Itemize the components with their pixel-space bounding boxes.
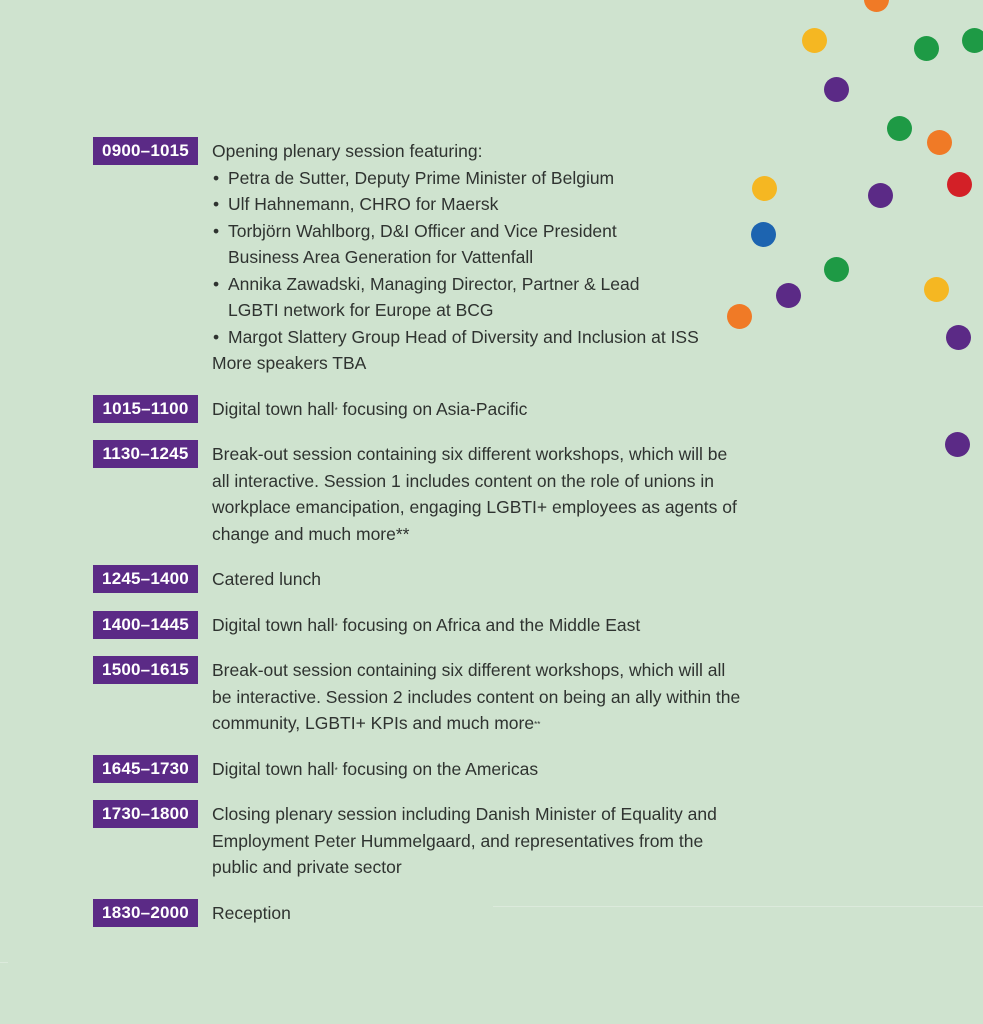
decorative-dot <box>927 130 952 155</box>
decorative-dot <box>914 36 939 61</box>
decorative-dot <box>864 0 889 12</box>
decorative-dot <box>962 28 983 53</box>
agenda-row-1130 <box>93 440 742 547</box>
time-badge: 1830–2000 <box>93 899 198 927</box>
decorative-dot <box>945 432 970 457</box>
session-description: Reception <box>212 903 291 923</box>
agenda-row-1730 <box>93 800 742 881</box>
session-description: Digital town hall* focusing on Africa and the Middle East <box>212 615 641 635</box>
decorative-dot <box>924 277 949 302</box>
decorative-dot <box>947 172 972 197</box>
time-badge: 1730–1800 <box>93 800 198 828</box>
divider-line <box>493 906 983 907</box>
agenda-row-1645 <box>93 755 538 783</box>
speaker-item: • Petra de Sutter, Deputy Prime Minister of Belgium <box>212 165 699 192</box>
session-intro: Opening plenary session featuring: <box>212 141 483 161</box>
session-description <box>212 137 699 377</box>
speaker-item: • Margot Slattery Group Head of Diversity and Inclusion at ISS <box>212 324 699 351</box>
speaker-list <box>212 165 699 351</box>
agenda-list <box>93 137 773 923</box>
agenda-row-1015 <box>93 395 527 423</box>
decorative-dot <box>868 183 893 208</box>
decorative-dot <box>946 325 971 350</box>
time-badge: 1245–1400 <box>93 565 198 593</box>
agenda-row-1245 <box>93 565 321 593</box>
divider-line <box>0 962 8 963</box>
more-speakers-note: More speakers TBA <box>212 353 367 373</box>
session-description: Digital town hall* focusing on Asia-Pacific <box>212 399 528 419</box>
decorative-dot <box>802 28 827 53</box>
time-badge: 0900–1015 <box>93 137 198 165</box>
agenda-row-1400 <box>93 611 640 639</box>
time-badge: 1645–1730 <box>93 755 198 783</box>
speaker-item: • Torbjörn Wahlborg, D&I Officer and Vice President Business Area Generation for Vattenfall <box>212 218 668 271</box>
decorative-dot <box>776 283 801 308</box>
agenda-row-1500 <box>93 656 742 737</box>
time-badge: 1500–1615 <box>93 656 198 684</box>
session-description: Catered lunch <box>212 569 321 589</box>
speaker-item: • Annika Zawadski, Managing Director, Partner & Lead LGBTI network for Europe at BCG <box>212 271 678 324</box>
agenda-row-1830 <box>93 899 291 927</box>
session-description: Closing plenary session including Danish Minister of Equality and Employment Peter Hummelgaard, and representatives from the public and private sector <box>212 804 717 877</box>
time-badge: 1130–1245 <box>93 440 198 468</box>
decorative-dot <box>887 116 912 141</box>
decorative-dot <box>824 257 849 282</box>
session-description: Digital town hall* focusing on the Americas <box>212 759 539 779</box>
time-badge: 1400–1445 <box>93 611 198 639</box>
session-description: Break-out session containing six different workshops, which will all be interactive. Session 2 includes content on being an ally within the community, LGBTI+ KPIs and much more** <box>212 660 741 733</box>
speaker-item: • Ulf Hahnemann, CHRO for Maersk <box>212 191 699 218</box>
time-badge: 1015–1100 <box>93 395 198 423</box>
session-description: Break-out session containing six different workshops, which will be all interactive. Session 1 includes content on the role of unions in workplace emancipation, engaging LGBTI+ employees as agents of change and much more** <box>212 444 737 544</box>
agenda-row-0900 <box>93 137 773 377</box>
decorative-dot <box>824 77 849 102</box>
